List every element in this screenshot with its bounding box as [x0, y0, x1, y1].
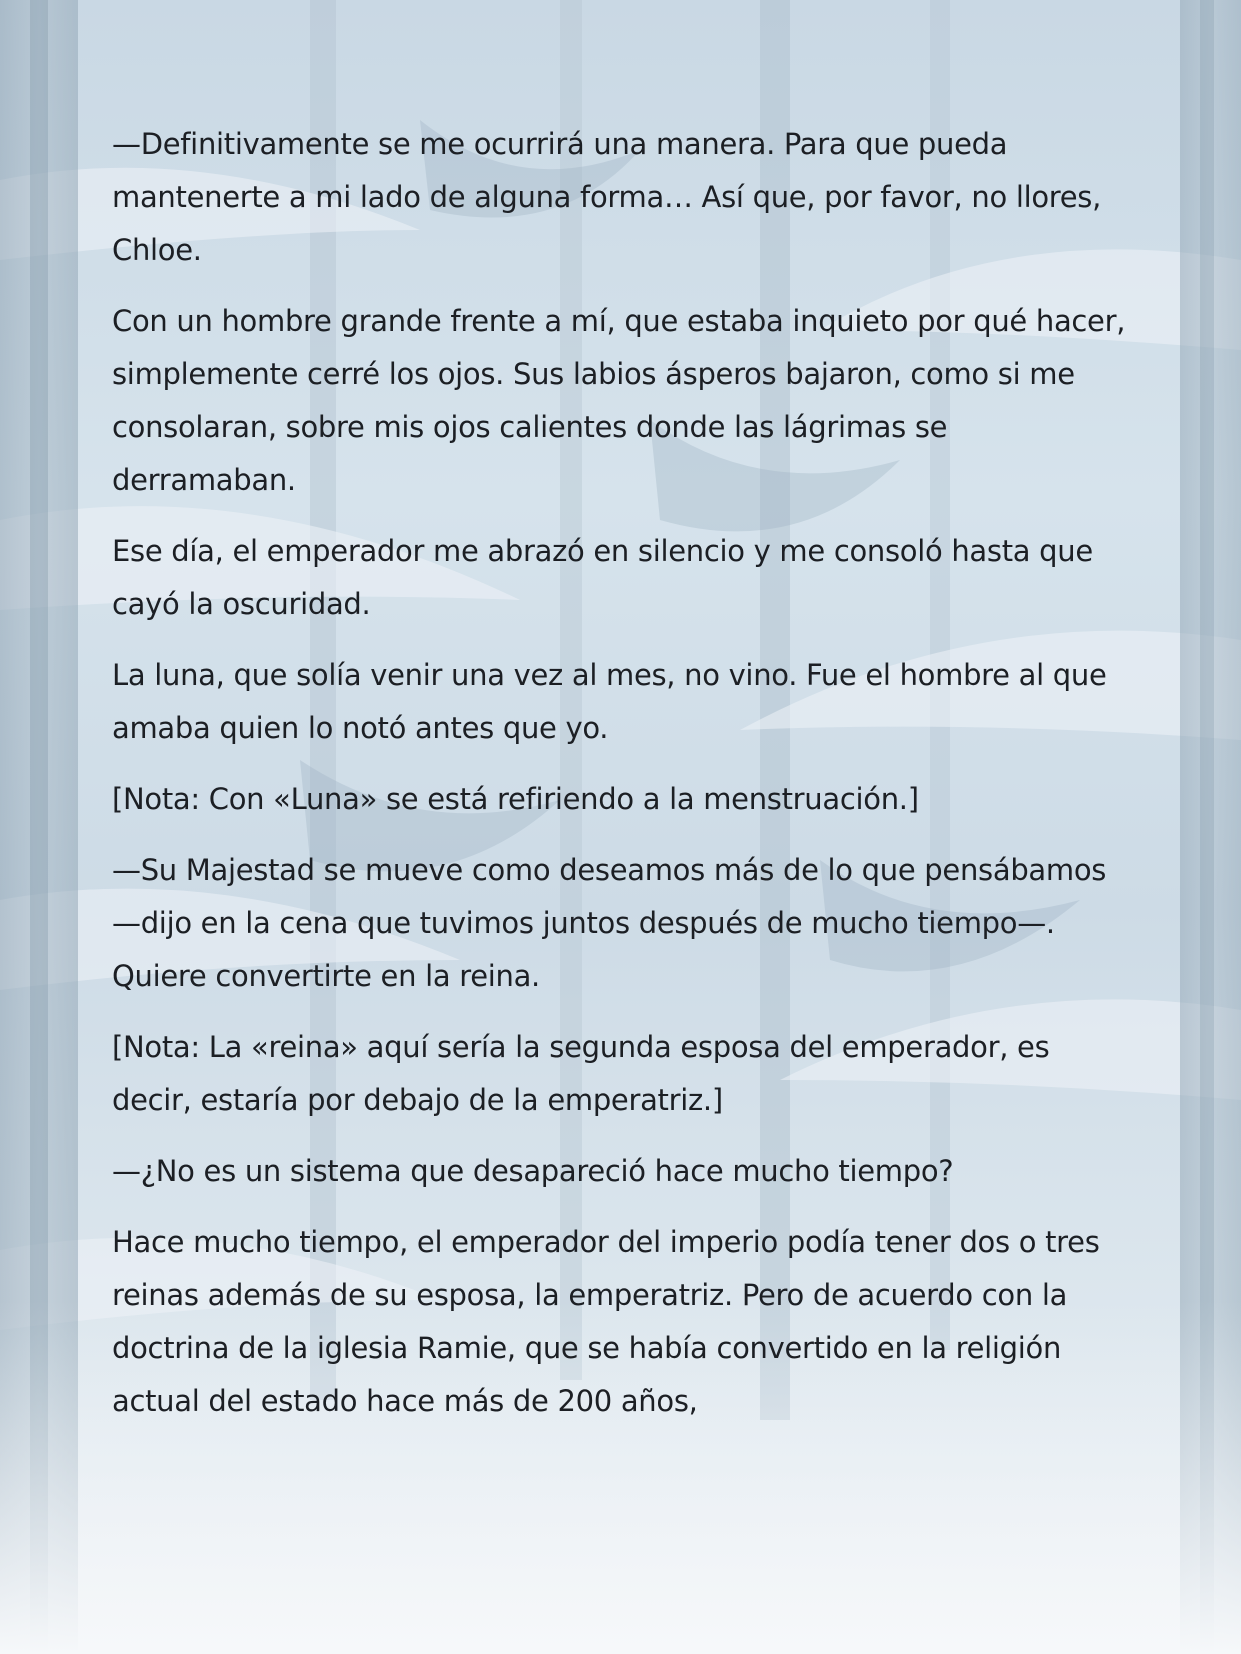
paragraph-1: —Definitivamente se me ocurrirá una manera. Para que pueda mantenerte a mi lado de alguna forma… Así que, por favor, no llores, Chloe.: [112, 127, 1102, 267]
paragraph-7: Hace mucho tiempo, el emperador del imperio podía tener dos o tres reinas además de su esposa, la emperatriz. Pero de acuerdo con la doctrina de la iglesia Ramie, que se había convertido en la religión actual del estado hace más de 200 años,: [112, 1225, 1100, 1418]
text-column: [112, 118, 1132, 1446]
paragraph-4: La luna, que solía venir una vez al mes, no vino. Fue el hombre al que amaba quien lo notó antes que yo.: [112, 658, 1107, 745]
translator-note-1: [Nota: Con «Luna» se está refiriendo a la menstruación.]: [112, 782, 919, 816]
paragraph-2: Con un hombre grande frente a mí, que estaba inquieto por qué hacer, simplemente cerré los ojos. Sus labios ásperos bajaron, como si me consolaran, sobre mis ojos calientes donde las lágrimas se derramaban.: [112, 304, 1126, 497]
paragraph-3: Ese día, el emperador me abrazó en silencio y me consoló hasta que cayó la oscuridad.: [112, 534, 1093, 621]
translator-note-2: [Nota: La «reina» aquí sería la segunda esposa del emperador, es decir, estaría por debajo de la emperatriz.]: [112, 1030, 1050, 1117]
paragraph-5: —Su Majestad se mueve como deseamos más de lo que pensábamos —dijo en la cena que tuvimos juntos después de mucho tiempo—. Quiere convertirte en la reina.: [112, 853, 1107, 993]
paragraph-6: —¿No es un sistema que desapareció hace mucho tiempo?: [112, 1154, 954, 1188]
